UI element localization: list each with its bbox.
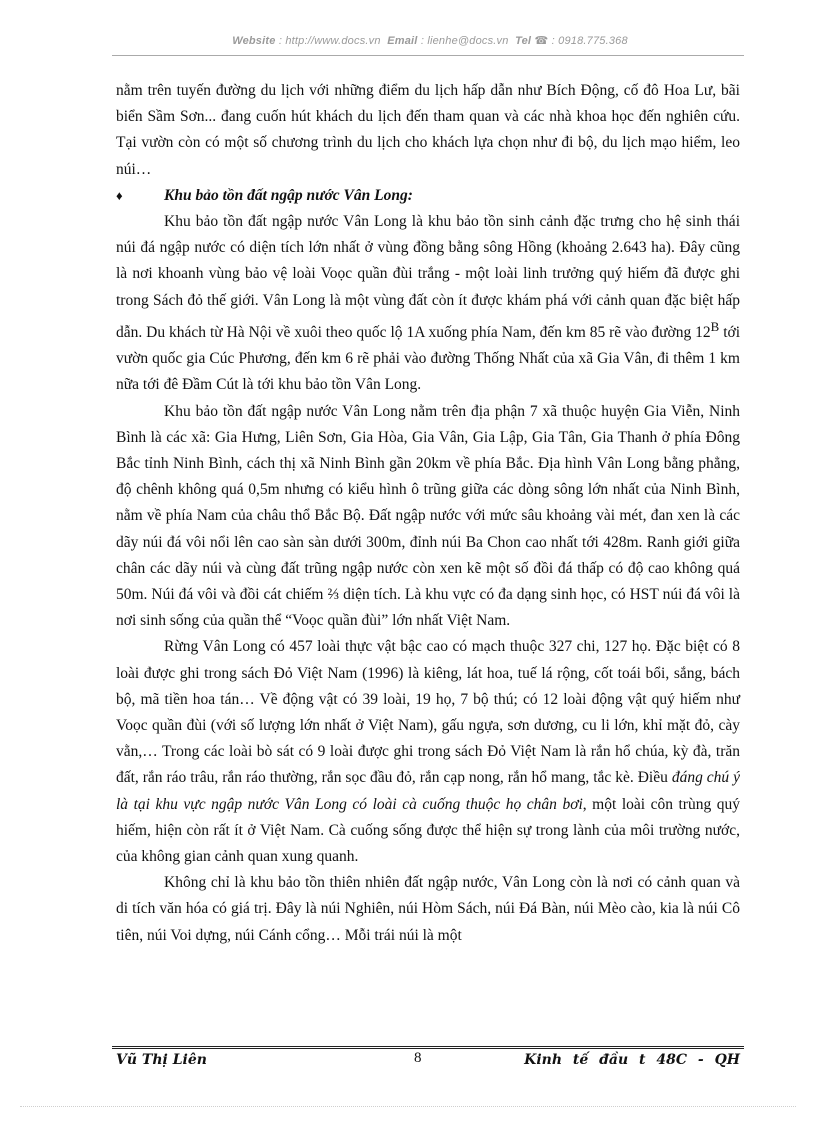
paragraph-geography: Khu bảo tồn đất ngập nước Vân Long nằm trên địa phận 7 xã thuộc huyện Gia Viễn, Ninh Bình là các xã: Gia Hưng, Liên Sơn, Gia Hòa, Gia Vân, Gia Lập, Gia Tân, Gia Thanh ở phía Đông Bắc tỉnh Ninh Bình, cách thị xã Ninh Bình gần 20km về phía Bắc. Địa hình Vân Long bằng phẳng, độ chênh không quá 0,5m nhưng có kiểu hình ô trũng giữa các dòng sông lớn nhất của Ninh Bình, nằm về phía Nam của châu thổ Bắc Bộ. Đất ngập nước với mức sâu khoảng vài mét, đan xen là các dãy núi đá vôi nổi lên cao sàn sàn dưới 300m, đỉnh núi Ba Chon cao nhất tới 428m. Ranh giới giữa chân các dãy núi và cùng đất trũng ngập nước còn xen kẽ một số đồi đá thấp có độ cao không quá 50m. Núi đá vôi và đồi cát chiếm ⅔ diện tích. Là khu vực có đa dạng sinh học, có HST núi đá vôi là nơi sinh sống của quần thể “Voọc quần đùi” lớn nhất Việt Nam.: [116, 402, 740, 630]
email-label: Email: [387, 35, 418, 47]
tel-label: Tel: [515, 35, 532, 47]
page-bottom-divider: [20, 1106, 796, 1107]
superscript: B: [710, 318, 720, 334]
page-header: [110, 34, 750, 54]
paragraph-introduction: [116, 209, 740, 399]
paragraph-text: tới vườn quốc gia Cúc Phương, đến km 6 rẽ phải vào đường Thống Nhất của xã Gia Vân, đi thêm 1 km nữa tới đê Đầm Cút là tới khu bảo tồn Vân Long.: [116, 323, 740, 394]
section-heading-text: Khu bảo tồn đất ngập nước Vân Long:: [164, 186, 413, 204]
paragraph-culture: Không chỉ là khu bảo tồn thiên nhiên đất ngập nước, Vân Long còn là nơi có cảnh quan và di tích văn hóa có giá trị. Đây là núi Nghiên, núi Hòm Sách, núi Đá Bàn, núi Mèo cào, kia là núi Cô tiên, núi Voi dựng, núi Cánh cổng… Mỗi trái núi là một: [116, 874, 740, 944]
footer-divider: [112, 1046, 744, 1049]
footer-author: Vũ Thị Liên: [116, 1052, 207, 1068]
paragraph-biodiversity: [116, 634, 740, 870]
footer-class: Kinh tế đầu t 48C - QH: [524, 1052, 740, 1068]
paragraph-text: , một loài côn trùng quý hiếm, hiện còn rất ít ở Việt Nam. Cà cuống sống được thể hiện sự trong lành của môi trường nước, của không gian cảnh quan xung quanh.: [116, 795, 740, 866]
section-heading: [116, 183, 740, 209]
paragraph-text: Khu bảo tồn đất ngập nước Vân Long là khu bảo tồn sinh cảnh đặc trưng cho hệ sinh thái núi đá ngập nước có diện tích lớn nhất ở vùng đồng bằng sông Hồng (khoảng 2.643 ha). Đây cũng là nơi khoanh vùng bảo vệ loài Voọc quần đùi trắng - một loài linh trưởng quý hiếm đã được ghi trong Sách đỏ thế giới. Vân Long là một vùng đất còn ít được khám phá với cảnh quan đặc biệt hấp dẫn. Du khách từ Hà Nội về xuôi theo quốc lộ 1A xuống phía Nam, đến km 85 rẽ vào đường 12: [116, 213, 740, 341]
website-url[interactable]: : http://www.docs.vn: [278, 35, 381, 47]
document-body: [116, 78, 740, 949]
emphasized-text: đáng chú ý là tại khu vực ngập nước Vân Long có loài cà cuống thuộc họ chân bơi: [116, 769, 740, 813]
page-footer: [116, 1050, 740, 1072]
email-address[interactable]: : lienhe@docs.vn: [420, 35, 509, 47]
paragraph-text: Rừng Vân Long có 457 loài thực vật bậc cao có mạch thuộc 327 chi, 127 họ. Đặc biệt có 8 loài được ghi trong sách Đỏ Việt Nam (1996) là kiêng, lát hoa, tuế lá rộng, cốt toái bổi, sắng, bách bộ, mã tiền hoa tán… Về động vật có 39 loài, 19 họ, 7 bộ thú; có 12 loài động vật quý hiếm như Voọc quần đùi (với số lượng lớn nhất ở Việt Nam), gấu ngựa, sơn dương, cu li lớn, khỉ mặt đỏ, cày vằn,… Trong các loài bò sát có 9 loài được ghi trong sách Đỏ Việt Nam là rắn hổ chúa, kỳ đà, trăn đất, rắn ráo trâu, rắn ráo thường, rắn sọc đầu đỏ, rắn cạp nong, rắn hổ mang, tắc kè. Điều: [116, 638, 740, 787]
diamond-bullet-icon: ♦: [116, 187, 123, 203]
website-label: Website: [232, 35, 276, 47]
paragraph-continued: nằm trên tuyến đường du lịch với những điểm du lịch hấp dẫn như Bích Động, cố đô Hoa Lư, bãi biển Sầm Sơn... đang cuốn hút khách du lịch đến tham quan và các nhà khoa học đến nghiên cứu. Tại vườn còn có một số chương trình du lịch cho khách lựa chọn như đi bộ, du lịch mạo hiểm, leo núi…: [116, 82, 740, 178]
phone-icon: ☎: [534, 35, 549, 47]
page-number: 8: [414, 1050, 422, 1066]
tel-number: : 0918.775.368: [551, 35, 628, 47]
header-divider: [112, 55, 744, 56]
